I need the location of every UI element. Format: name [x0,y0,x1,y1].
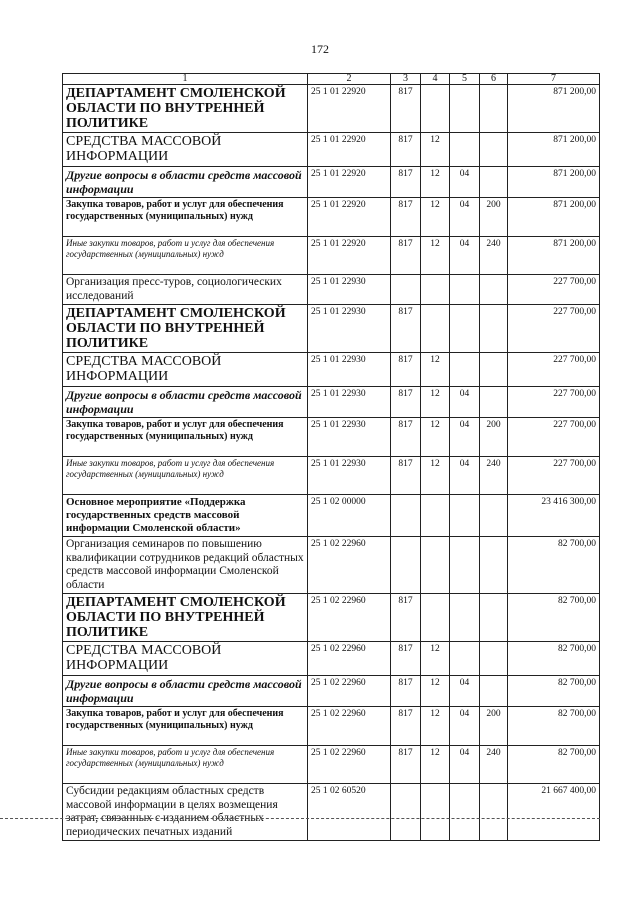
row-name: Иные закупки товаров, работ и услуг для обеспечения государственных (муниципальных) нужд [63,237,308,275]
row-expense-type [480,305,508,353]
row-ministry-code: 817 [391,676,421,707]
row-amount: 82 700,00 [508,594,600,642]
row-name: Иные закупки товаров, работ и услуг для обеспечения государственных (муниципальных) нужд [63,457,308,495]
row-target-code: 25 1 02 00000 [308,495,391,537]
row-ministry-code: 817 [391,746,421,784]
row-target-code: 25 1 01 22920 [308,198,391,237]
row-target-code: 25 1 01 22930 [308,387,391,418]
row-amount: 227 700,00 [508,418,600,457]
row-target-code: 25 1 01 22930 [308,457,391,495]
row-subsection-code: 04 [450,457,480,495]
row-ministry-code: 817 [391,237,421,275]
table-row [63,418,600,457]
row-amount: 227 700,00 [508,457,600,495]
row-subsection-code: 04 [450,676,480,707]
row-amount: 227 700,00 [508,387,600,418]
column-header: 3 [391,74,421,85]
row-ministry-code: 817 [391,418,421,457]
row-expense-type [480,676,508,707]
row-section-code [421,594,450,642]
row-subsection-code: 04 [450,167,480,198]
table-row [63,275,600,305]
table-row [63,167,600,198]
row-ministry-code [391,537,421,594]
row-target-code: 25 1 01 22920 [308,237,391,275]
column-header: 2 [308,74,391,85]
row-amount: 82 700,00 [508,537,600,594]
table-row [63,133,600,167]
table-row [63,305,600,353]
row-name: Другие вопросы в области средств массовой информации [63,167,308,198]
row-target-code: 25 1 02 22960 [308,676,391,707]
column-header: 4 [421,74,450,85]
row-ministry-code [391,495,421,537]
row-target-code: 25 1 01 22920 [308,85,391,133]
budget-table [62,73,600,841]
row-ministry-code: 817 [391,305,421,353]
row-name: СРЕДСТВА МАССОВОЙ ИНФОРМАЦИИ [63,353,308,387]
row-expense-type [480,594,508,642]
row-expense-type: 200 [480,418,508,457]
row-expense-type [480,275,508,305]
row-target-code: 25 1 02 22960 [308,746,391,784]
table-row [63,676,600,707]
row-name: Организация пресс-туров, социологических исследований [63,275,308,305]
row-target-code: 25 1 01 22930 [308,275,391,305]
table-row [63,784,600,841]
row-expense-type: 200 [480,198,508,237]
row-target-code: 25 1 01 22930 [308,353,391,387]
column-header: 5 [450,74,480,85]
row-ministry-code: 817 [391,387,421,418]
row-name: Основное мероприятие «Поддержка государственных средств массовой информации Смоленской области» [63,495,308,537]
row-subsection-code: 04 [450,746,480,784]
row-amount: 871 200,00 [508,133,600,167]
row-target-code: 25 1 02 22960 [308,642,391,676]
table-row [63,642,600,676]
table-row [63,85,600,133]
row-subsection-code: 04 [450,418,480,457]
row-section-code: 12 [421,676,450,707]
table-row [63,537,600,594]
row-target-code: 25 1 01 22920 [308,167,391,198]
row-target-code: 25 1 02 22960 [308,707,391,746]
row-amount: 82 700,00 [508,642,600,676]
row-name: Закупка товаров, работ и услуг для обеспечения государственных (муниципальных) нужд [63,707,308,746]
column-header: 6 [480,74,508,85]
row-amount: 227 700,00 [508,353,600,387]
row-name: Закупка товаров, работ и услуг для обеспечения государственных (муниципальных) нужд [63,198,308,237]
row-name: СРЕДСТВА МАССОВОЙ ИНФОРМАЦИИ [63,133,308,167]
row-subsection-code: 04 [450,707,480,746]
row-ministry-code: 817 [391,133,421,167]
row-name: Другие вопросы в области средств массовой информации [63,387,308,418]
row-expense-type: 240 [480,746,508,784]
row-subsection-code [450,495,480,537]
row-ministry-code: 817 [391,85,421,133]
row-expense-type: 240 [480,457,508,495]
row-section-code: 12 [421,167,450,198]
row-subsection-code [450,133,480,167]
row-section-code [421,784,450,841]
row-target-code: 25 1 01 22930 [308,418,391,457]
row-amount: 82 700,00 [508,676,600,707]
row-subsection-code [450,85,480,133]
table-row [63,746,600,784]
row-ministry-code: 817 [391,198,421,237]
row-expense-type [480,133,508,167]
row-expense-type [480,784,508,841]
row-section-code [421,85,450,133]
row-ministry-code: 817 [391,353,421,387]
row-name: ДЕПАРТАМЕНТ СМОЛЕНСКОЙ ОБЛАСТИ ПО ВНУТРЕННЕЙ ПОЛИТИКЕ [63,85,308,133]
row-name: Субсидии редакциям областных средств массовой информации в целях возмещения затрат, связанных с изданием областных периодических печатных изданий [63,784,308,841]
column-header-row [63,74,600,85]
row-section-code: 12 [421,353,450,387]
row-ministry-code [391,784,421,841]
page-number: 172 [311,42,329,56]
row-ministry-code: 817 [391,167,421,198]
row-section-code: 12 [421,642,450,676]
row-amount: 871 200,00 [508,237,600,275]
table-row [63,237,600,275]
row-section-code: 12 [421,387,450,418]
row-section-code [421,305,450,353]
row-name: ДЕПАРТАМЕНТ СМОЛЕНСКОЙ ОБЛАСТИ ПО ВНУТРЕННЕЙ ПОЛИТИКЕ [63,305,308,353]
row-ministry-code [391,275,421,305]
table-row [63,594,600,642]
row-expense-type [480,495,508,537]
row-name: Другие вопросы в области средств массовой информации [63,676,308,707]
row-section-code [421,495,450,537]
table-row [63,387,600,418]
row-amount: 871 200,00 [508,198,600,237]
row-section-code [421,275,450,305]
row-section-code: 12 [421,707,450,746]
row-target-code: 25 1 02 22960 [308,537,391,594]
row-ministry-code: 817 [391,642,421,676]
row-section-code: 12 [421,418,450,457]
row-ministry-code: 817 [391,457,421,495]
row-subsection-code [450,353,480,387]
row-amount: 82 700,00 [508,707,600,746]
row-ministry-code: 817 [391,707,421,746]
row-amount: 23 416 300,00 [508,495,600,537]
row-subsection-code: 04 [450,198,480,237]
row-expense-type [480,642,508,676]
table-row [63,198,600,237]
row-subsection-code [450,305,480,353]
row-target-code: 25 1 02 22960 [308,594,391,642]
row-section-code: 12 [421,198,450,237]
row-section-code: 12 [421,746,450,784]
row-target-code: 25 1 01 22920 [308,133,391,167]
row-expense-type [480,353,508,387]
table-row [63,707,600,746]
row-expense-type [480,387,508,418]
row-amount: 227 700,00 [508,275,600,305]
row-subsection-code [450,642,480,676]
row-subsection-code: 04 [450,387,480,418]
row-target-code: 25 1 01 22930 [308,305,391,353]
row-subsection-code [450,594,480,642]
row-subsection-code: 04 [450,237,480,275]
row-name: Иные закупки товаров, работ и услуг для обеспечения государственных (муниципальных) нужд [63,746,308,784]
row-section-code: 12 [421,237,450,275]
table-row [63,457,600,495]
row-amount: 82 700,00 [508,746,600,784]
row-ministry-code: 817 [391,594,421,642]
row-name: Закупка товаров, работ и услуг для обеспечения государственных (муниципальных) нужд [63,418,308,457]
row-subsection-code [450,784,480,841]
row-name: ДЕПАРТАМЕНТ СМОЛЕНСКОЙ ОБЛАСТИ ПО ВНУТРЕННЕЙ ПОЛИТИКЕ [63,594,308,642]
row-name: Организация семинаров по повышению квалификации сотрудников редакций областных средств массовой информации Смоленской области [63,537,308,594]
row-subsection-code [450,275,480,305]
row-subsection-code [450,537,480,594]
row-expense-type [480,537,508,594]
row-section-code [421,537,450,594]
row-section-code: 12 [421,133,450,167]
row-amount: 21 667 400,00 [508,784,600,841]
row-section-code: 12 [421,457,450,495]
row-expense-type [480,167,508,198]
table-row [63,495,600,537]
table-row [63,353,600,387]
row-target-code: 25 1 02 60520 [308,784,391,841]
row-expense-type [480,85,508,133]
row-amount: 227 700,00 [508,305,600,353]
scan-edge-line [0,818,600,819]
column-header: 1 [63,74,308,85]
row-amount: 871 200,00 [508,167,600,198]
row-name: СРЕДСТВА МАССОВОЙ ИНФОРМАЦИИ [63,642,308,676]
row-amount: 871 200,00 [508,85,600,133]
row-expense-type: 200 [480,707,508,746]
column-header: 7 [508,74,600,85]
row-expense-type: 240 [480,237,508,275]
